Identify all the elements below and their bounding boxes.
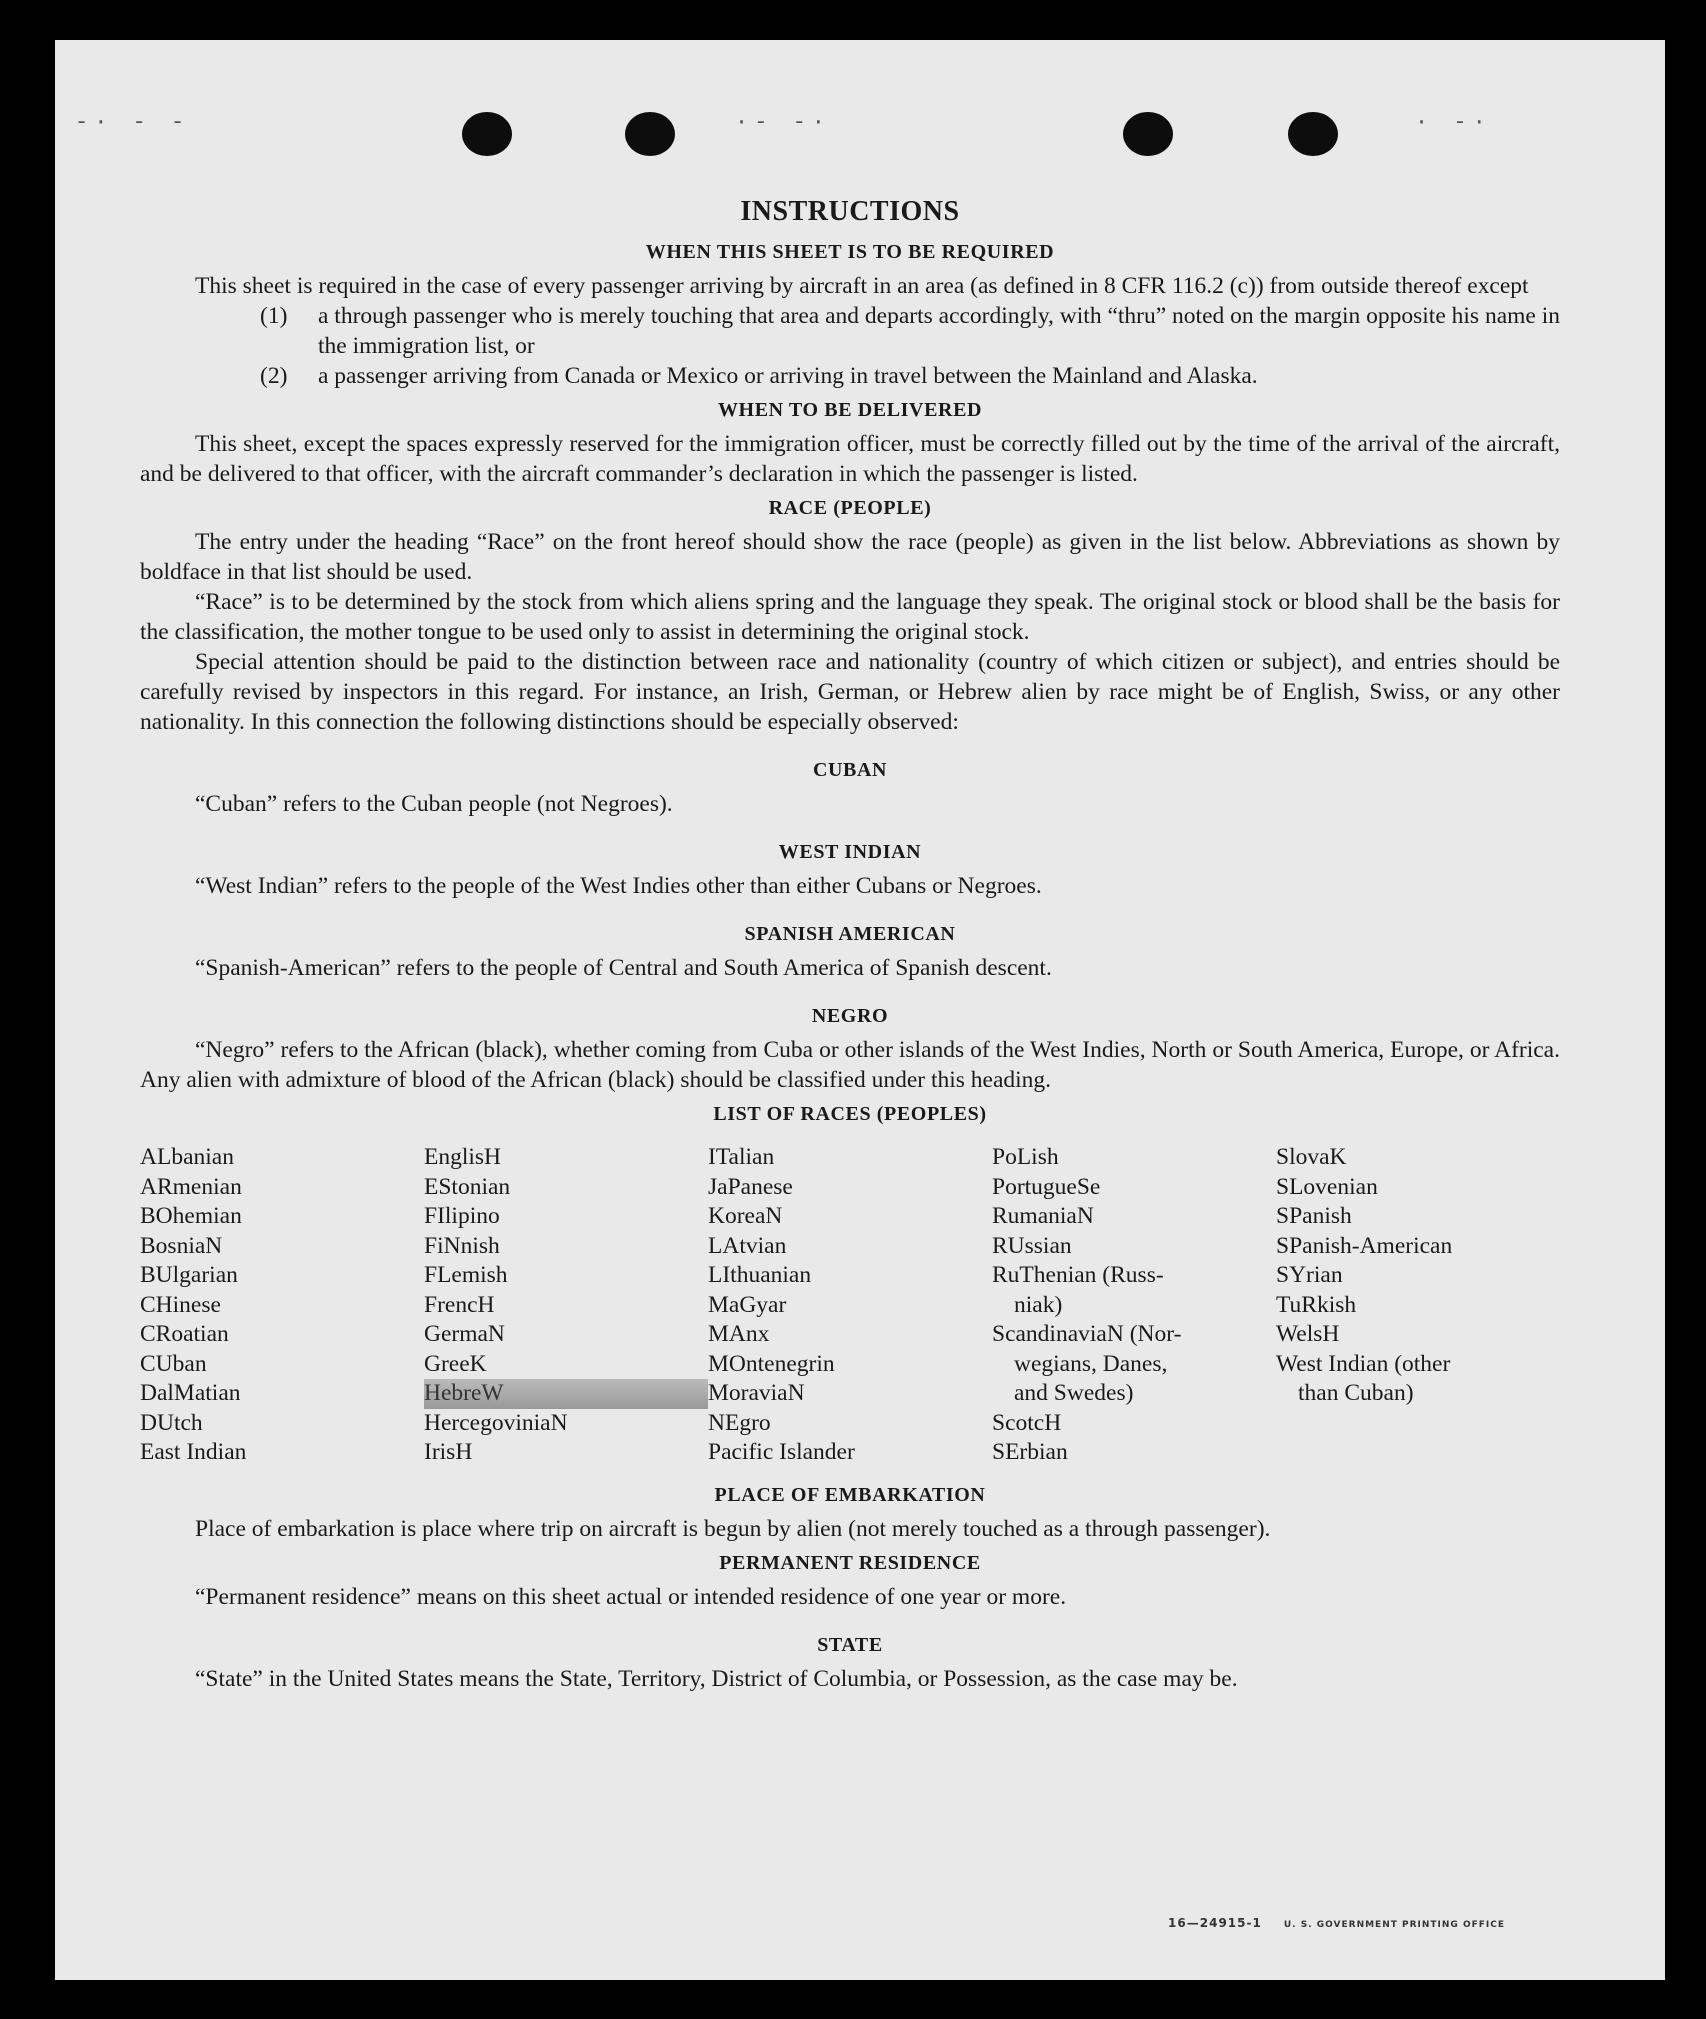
race-entry: KoreaN <box>708 1203 783 1229</box>
paragraph: “Cuban” refers to the Cuban people (not Negroes). <box>195 791 673 817</box>
form-number: 16—24915-1 <box>1168 1916 1262 1930</box>
paragraph: Place of embarkation is place where trip on aircraft is begun by alien (not merely touched as a through passenger). <box>195 1515 1271 1542</box>
paragraph: “Permanent residence” means on this sheet actual or intended residence of one year or more. <box>195 1583 1067 1610</box>
scan-specks: · -· <box>1415 110 1492 135</box>
race-entry: RumaniaN <box>992 1203 1094 1229</box>
item-number: (1) <box>260 303 288 329</box>
list-item <box>260 301 1560 361</box>
item-number: (2) <box>260 363 288 389</box>
race-entry: JaPanese <box>708 1173 793 1200</box>
item-text: a through passenger who is merely touching that area and departs accordingly, with “thru” noted on the margin opposite his name in the immigration list, or <box>318 303 1560 359</box>
section-heading: NEGRO <box>811 1005 889 1027</box>
race-column <box>424 1143 708 1468</box>
section-heading: WHEN THIS SHEET IS TO BE REQUIRED <box>645 241 1055 263</box>
race-entry: SlovaK <box>1276 1144 1347 1170</box>
race-list <box>140 1143 1560 1468</box>
list-item <box>260 361 1560 391</box>
race-column <box>140 1143 424 1468</box>
race-entry: PoLish <box>992 1144 1059 1170</box>
section-heading: PERMANENT RESIDENCE <box>719 1551 981 1574</box>
race-entry: RUssian <box>992 1232 1072 1259</box>
race-entry: BosniaN <box>140 1232 223 1259</box>
item-text: a passenger arriving from Canada or Mexico or arriving in travel between the Mainland and Alaska. <box>318 363 1258 389</box>
race-entry: IrisH <box>424 1439 473 1465</box>
race-entry: ITalian <box>708 1144 775 1170</box>
race-entry: WelsH <box>1276 1321 1340 1347</box>
race-entry: BOhemian <box>140 1203 242 1229</box>
paragraph: “West Indian” refers to the people of the West Indies other than either Cubans or Negroes. <box>195 873 1042 899</box>
race-entry: Pacific Islander <box>708 1439 855 1465</box>
punch-hole <box>1288 112 1338 156</box>
race-entry: CHinese <box>140 1291 221 1318</box>
section-heading: SPANISH AMERICAN <box>744 923 956 945</box>
print-code <box>1168 1916 1505 1930</box>
race-entry: than Cuban) <box>1298 1380 1414 1406</box>
race-entry: niak) <box>1014 1291 1063 1318</box>
paragraph: The entry under the heading “Race” on the front hereof should show the race (people) as given in the list below. Abbreviations as shown by boldface in that list should be used. <box>140 529 1560 585</box>
section-heading: STATE <box>817 1633 883 1656</box>
race-entry: BUlgarian <box>140 1262 238 1288</box>
section-heading: WEST INDIAN <box>778 841 922 863</box>
section-heading: PLACE OF EMBARKATION <box>714 1483 986 1506</box>
race-entry: CRoatian <box>140 1321 229 1347</box>
race-entry: DUtch <box>140 1409 203 1436</box>
race-entry: FrencH <box>424 1291 495 1318</box>
race-entry: SYrian <box>1276 1262 1343 1288</box>
section-heading: RACE (PEOPLE) <box>768 497 932 519</box>
race-entry: SLovenian <box>1276 1173 1378 1200</box>
paragraph: “Spanish-American” refers to the people of Central and South America of Spanish descent. <box>195 955 1052 981</box>
race-entry: MAnx <box>708 1321 770 1347</box>
paragraph: “Negro” refers to the African (black), whether coming from Cuba or other islands of the West Indies, North or South America, Europe, or Africa. Any alien with admixture of blood of the African (black) should be classified under this heading. <box>140 1037 1560 1093</box>
printer-credit: U. S. GOVERNMENT PRINTING OFFICE <box>1283 1920 1505 1930</box>
section-heading: CUBAN <box>812 759 888 781</box>
race-entry: PortugueSe <box>992 1173 1101 1200</box>
paragraph: Special attention should be paid to the distinction between race and nationality (country of which citizen or subject), and entries should be carefully revised by inspectors in this regard. For instance, an Irish, German, or Hebrew alien by race might be of English, Swiss, or any other nationality. In this connection the following distinctions should be especially observed: <box>140 649 1560 735</box>
race-entry: DalMatian <box>140 1380 241 1406</box>
scan-specks: ·- -· <box>735 110 832 135</box>
race-column <box>708 1143 992 1468</box>
race-entry: SPanish <box>1276 1203 1352 1229</box>
paragraph: This sheet is required in the case of every passenger arriving by aircraft in an area (as defined in 8 CFR 116.2 (c)) from outside thereof except <box>195 273 1529 299</box>
race-entry: GreeK <box>424 1350 487 1377</box>
race-entry: ARmenian <box>140 1173 242 1200</box>
race-column <box>1276 1143 1560 1468</box>
race-entry: GermaN <box>424 1321 505 1347</box>
race-entry: SPanish-American <box>1276 1232 1453 1259</box>
race-entry: FiNnish <box>424 1232 500 1259</box>
race-entry: LIthuanian <box>708 1262 812 1288</box>
race-entry: LAtvian <box>708 1232 787 1259</box>
paragraph: This sheet, except the spaces expressly reserved for the immigration officer, must be correctly filled out by the time of the arrival of the aircraft, and be delivered to that officer, with the aircraft commander’s declaration in which the passenger is listed. <box>140 431 1560 487</box>
race-entry: ScotcH <box>992 1409 1062 1436</box>
race-entry: MoraviaN <box>708 1380 805 1406</box>
race-entry: wegians, Danes, <box>1014 1350 1168 1377</box>
race-entry: EnglisH <box>424 1144 502 1170</box>
race-column <box>992 1143 1276 1468</box>
paragraph: “Race” is to be determined by the stock from which aliens spring and the language they speak. The original stock or blood shall be the basis for the classification, the mother tongue to be used only to assist in determining the original stock. <box>140 589 1560 645</box>
section-heading: WHEN TO BE DELIVERED <box>717 399 983 421</box>
punch-hole <box>462 112 512 156</box>
punch-hole <box>1123 112 1173 156</box>
race-entry: EStonian <box>424 1173 511 1200</box>
race-entry: ScandinaviaN (Nor- <box>992 1321 1182 1347</box>
race-entry: NEgro <box>708 1409 771 1436</box>
scan-specks: -· - - <box>75 110 191 135</box>
race-entry: TuRkish <box>1276 1291 1357 1318</box>
race-entry: CUban <box>140 1350 207 1377</box>
section-heading: LIST OF RACES (PEOPLES) <box>713 1103 987 1125</box>
race-entry: ALbanian <box>140 1144 234 1170</box>
instructions-content <box>140 197 1560 1694</box>
race-entry: East Indian <box>140 1439 247 1465</box>
race-entry: and Swedes) <box>1014 1380 1134 1406</box>
race-entry: SErbian <box>992 1439 1068 1465</box>
race-entry: FIlipino <box>424 1203 500 1229</box>
race-entry: RuThenian (Russ- <box>992 1262 1164 1288</box>
punch-hole <box>625 112 675 156</box>
paragraph: “State” in the United States means the State, Territory, District of Columbia, or Possession, as the case may be. <box>195 1665 1238 1692</box>
race-entry: HebreW <box>424 1379 708 1409</box>
race-entry: West Indian (other <box>1276 1350 1451 1377</box>
page-title: INSTRUCTIONS <box>740 196 960 227</box>
document-sheet <box>55 40 1665 1980</box>
race-entry: FLemish <box>424 1262 508 1288</box>
race-entry: HercegoviniaN <box>424 1409 568 1436</box>
race-entry: MOntenegrin <box>708 1350 835 1377</box>
race-entry: MaGyar <box>708 1291 787 1318</box>
